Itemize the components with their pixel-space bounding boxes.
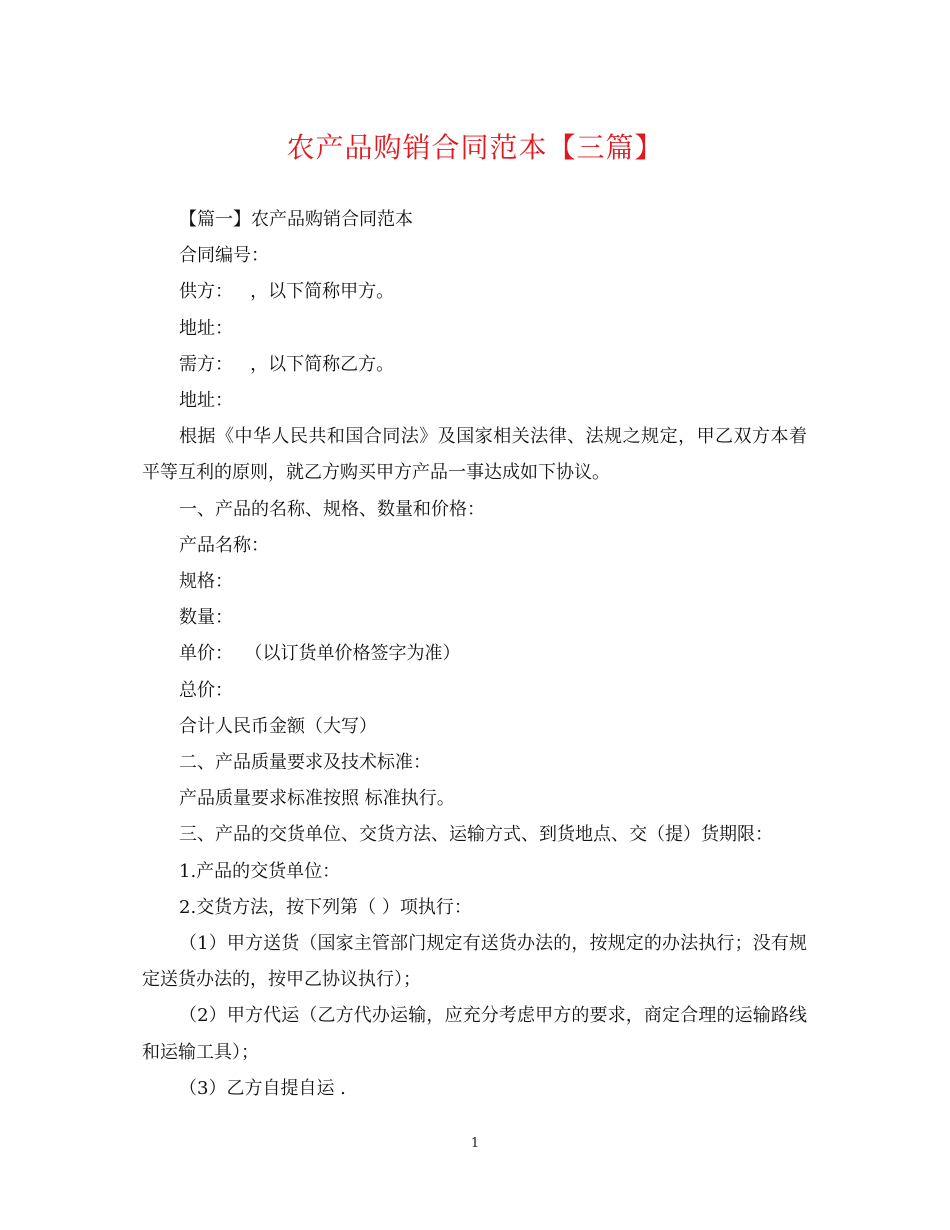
quantity-line: 数量： [179,607,233,629]
clause-one-heading: 一、产品的名称、规格、数量和价格： [179,498,485,520]
delivery-option-1: （1）甲方送货（国家主管部门规定有送货办法的，按规定的办法执行；没有规定送货办法的，按甲乙协议执行）； [142,933,807,991]
delivery-option-2: （2）甲方代运（乙方代办运输，应充分考虑甲方的要求，商定合理的运输路线和运输工具）； [142,1005,807,1063]
clause-three-heading: 三、产品的交货单位、交货方法、运输方式、到货地点、交（提）货期限： [179,824,773,846]
delivery-unit-line: 1.产品的交货单位： [179,860,341,882]
buyer-address-line: 地址： [179,390,233,412]
contract-number-line: 合同编号： [179,245,269,267]
unit-price-line: 单价： （以订货单价格签字为准） [179,643,461,665]
total-rmb-amount-line: 合计人民币金额（大写） [179,715,377,737]
delivery-method-line: 2.交货方法，按下列第（ ）项执行： [179,896,472,918]
preamble-paragraph: 根据《中华人民共和国合同法》及国家相关法律、法规之规定，甲乙双方本着平等互利的原则，就乙方购买甲方产品一事达成如下协议。 [142,426,807,484]
specification-line: 规格： [179,571,233,593]
supplier-line: 供方： ，以下简称甲方。 [179,281,395,303]
quality-standard-line: 产品质量要求标准按照 标准执行。 [179,788,455,810]
supplier-address-line: 地址： [179,317,233,339]
page-number: 1 [470,1136,480,1151]
buyer-line: 需方： ，以下简称乙方。 [179,353,395,375]
total-price-line: 总价： [179,679,233,701]
document-title: 农产品购销合同范本【三篇】 [286,131,664,164]
clause-two-heading: 二、产品质量要求及技术标准： [179,752,431,774]
delivery-option-3: （3）乙方自提自运 . [179,1077,346,1099]
document-body [142,202,807,1107]
product-name-line: 产品名称： [179,534,269,556]
section-heading-part-one: 【篇一】农产品购销合同范本 [179,209,413,230]
